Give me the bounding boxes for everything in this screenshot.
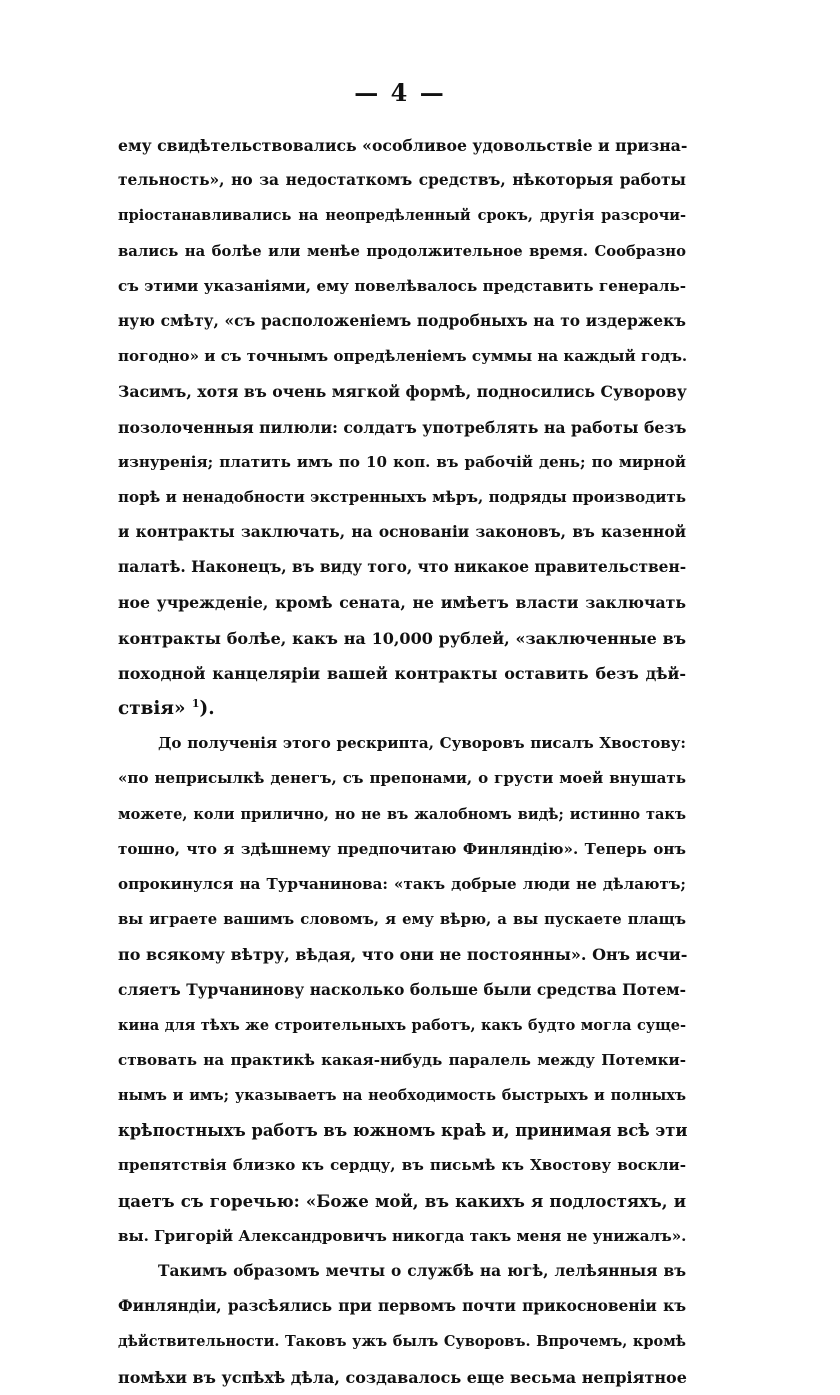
text-line: тельность», но за недостаткомъ средствъ, нѣкоторыя работы: [118, 171, 686, 190]
text-line: ему свидѣтельствовались «особливое удовольствіе и призна-: [118, 136, 688, 155]
text-line: походной канцеляріи вашей контракты оставить безъ дѣй-: [118, 663, 686, 683]
text-line: цаетъ съ горечью: «Боже мой, въ какихъ я подлостяхъ, и: [118, 1190, 686, 1211]
text-line: по всякому вѣтру, вѣдая, что они не постоянны». Онъ исчи-: [118, 945, 688, 965]
text-line: пріостанавливались на неопредѣленный срокъ, другія разсрочи-: [118, 207, 686, 225]
text-line: сляетъ Турчанинову насколько больше были средства Потем-: [118, 980, 686, 999]
page-number: — 4 —: [354, 78, 446, 107]
text-line: вы. Григорій Александровичъ никогда такъ меня не унижалъ».: [118, 1226, 687, 1245]
footnote-mark: 1: [191, 696, 200, 710]
text-line: Засимъ, хотя въ очень мягкой формѣ, подносились Суворову: [118, 382, 687, 402]
text-line: погодно» и съ точнымъ опредѣленіемъ суммы на каждый годъ.: [118, 347, 688, 366]
text-line: вы играете вашимъ словомъ, я ему вѣрю, а вы пускаете плащъ: [118, 911, 686, 929]
text-line: опрокинулся на Турчанинова: «такъ добрые люди не дѣлаютъ;: [118, 874, 686, 893]
text-line: можете, коли прилично, но не въ жалобномъ видѣ; истинно такъ: [118, 805, 686, 823]
text-line: тошно, что я здѣшнему предпочитаю Финляндію». Теперь онъ: [118, 839, 686, 858]
text-line: Финляндіи, разсѣялись при первомъ почти прикосновеніи къ: [118, 1297, 686, 1316]
text-line: ствовать на практикѣ какая-нибудь паралель между Потемки-: [118, 1050, 686, 1069]
text-line: порѣ и ненадобности экстренныхъ мѣръ, подряды производить: [118, 487, 686, 506]
text-line: «по неприсылкѣ денегъ, съ препонами, о грусти моей внушать: [118, 769, 686, 788]
text-line: изнуренія; платить имъ по 10 коп. въ рабочій день; по мирной: [118, 452, 686, 471]
text-line: вались на болѣе или менѣе продолжительное время. Сообразно: [118, 242, 686, 260]
text-line: палатѣ. Наконецъ, въ виду того, что никакое правительствен-: [118, 558, 687, 577]
text-line: До полученія этого рескрипта, Суворовъ писалъ Хвостову:: [158, 734, 686, 753]
text-line: ную смѣту, «съ расположеніемъ подробныхъ на то издержекъ: [118, 311, 686, 330]
text-fragment: ).: [199, 698, 215, 719]
body-text: [118, 128, 686, 1395]
text-line: ное учрежденіе, кромѣ сената, не имѣетъ власти заключать: [118, 593, 686, 613]
text-line: препятствія близко къ сердцу, въ письмѣ къ Хвостову воскли-: [118, 1156, 686, 1175]
text-line: Такимъ образомъ мечты о службѣ на югѣ, лелѣянныя въ: [158, 1262, 686, 1280]
text-line: нымъ и имъ; указываетъ на необходимость быстрыхъ и полныхъ: [118, 1087, 686, 1105]
text-fragment: ствія»: [118, 698, 186, 719]
text-line: и контракты заключать, на основаніи законовъ, въ казенной: [118, 523, 686, 542]
text-line: кина для тѣхъ же строительныхъ работъ, какъ будто могла суще-: [118, 1016, 686, 1034]
text-line: съ этими указаніями, ему повелѣвалось представить генераль-: [118, 276, 686, 295]
text-line: дѣйствительности. Таковъ ужъ былъ Суворовъ. Впрочемъ, кромѣ: [118, 1333, 686, 1351]
text-line: контракты болѣе, какъ на 10,000 рублей, «заключенные въ: [118, 628, 686, 648]
text-line: крѣпостныхъ работъ въ южномъ краѣ и, принимая всѣ эти: [118, 1121, 688, 1141]
text-line: позолоченныя пилюли: солдатъ употреблять на работы безъ: [118, 417, 687, 437]
paragraph-last-line: [118, 691, 686, 726]
text-line: помѣхи въ успѣхѣ дѣла, создавалось еще весьма непріятное: [118, 1367, 687, 1387]
